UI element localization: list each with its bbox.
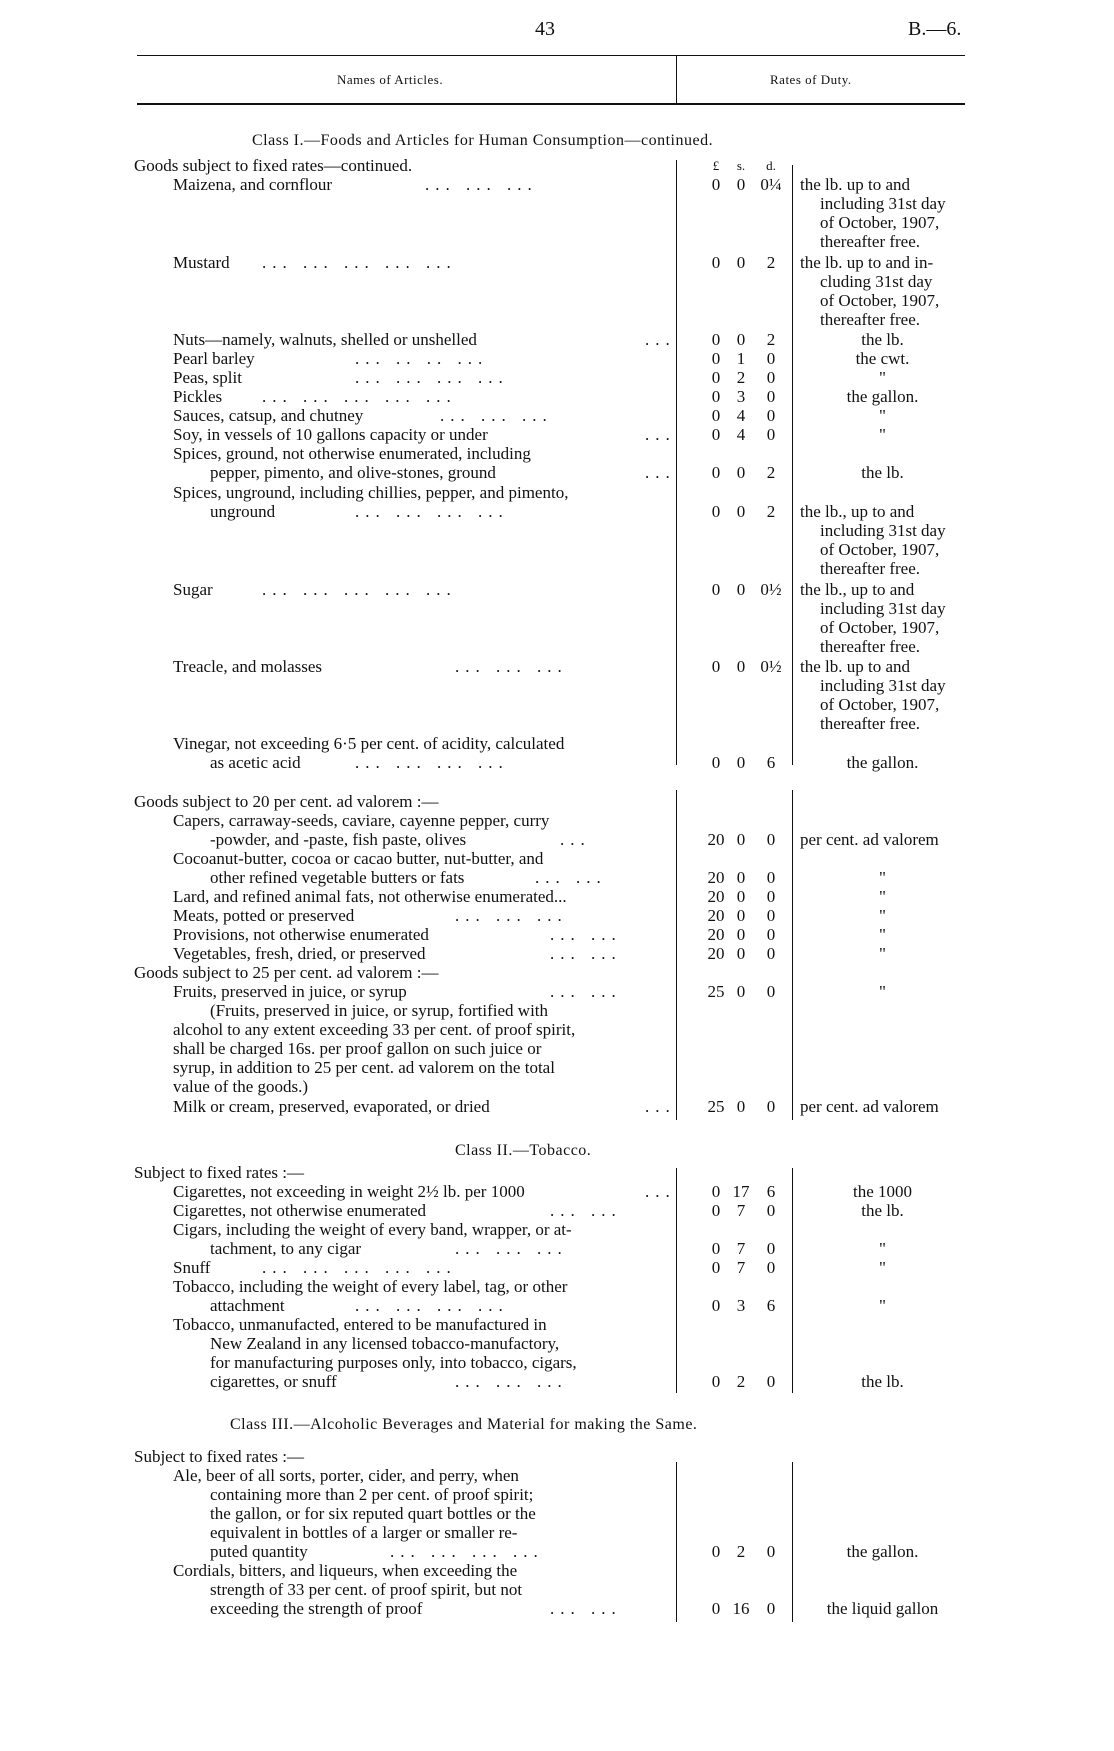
- duty-shillings: 1: [736, 349, 746, 368]
- duty-shillings: 0: [736, 830, 746, 849]
- rate-text: of October, 1907,: [820, 695, 940, 714]
- duty-pence: 0: [766, 349, 776, 368]
- rate-text: the lb. up to and: [800, 175, 911, 194]
- duty-pounds: 0: [711, 253, 721, 272]
- article-name: Milk or cream, preserved, evaporated, or dried: [173, 1097, 490, 1116]
- duty-pence: 0: [766, 1372, 776, 1391]
- duty-shillings: 0: [736, 502, 746, 521]
- article-name-cont: unground: [210, 502, 276, 521]
- article-name: Capers, carraway-seeds, caviare, cayenne pepper, curry: [173, 811, 550, 830]
- duty-pounds: 0: [711, 1599, 721, 1618]
- header-divider: [676, 56, 677, 103]
- article-name: Soy, in vessels of 10 gallons capacity or under: [173, 425, 488, 444]
- table-row: [0, 483, 1114, 502]
- page-number: 43: [535, 18, 555, 40]
- duty-pence: 0: [766, 830, 776, 849]
- rate-text: the lb.: [861, 330, 904, 349]
- article-name: Meats, potted or preserved: [173, 906, 355, 925]
- rate-text: cluding 31st day: [820, 272, 933, 291]
- duty-shillings: 0: [736, 463, 746, 482]
- rate-continuation: [0, 676, 1114, 695]
- duty-pence: 0: [766, 1239, 776, 1258]
- duty-pounds: 0: [711, 175, 721, 194]
- duty-shillings: 4: [736, 425, 746, 444]
- table-row: Cigarettes, not exceeding in weight 2½ lb. per 1000 ... 0 17 6 the 1000: [0, 1182, 1114, 1201]
- article-name: Tobacco, including the weight of every label, tag, or other: [173, 1277, 568, 1296]
- rate-text: the lb.: [861, 1201, 904, 1220]
- ditto-mark: ": [879, 1258, 886, 1277]
- table-row: [0, 849, 1114, 868]
- table-row: cigarettes, or snuff ... ... ... 0 2 0 the lb.: [0, 1372, 1114, 1391]
- article-name-cont: exceeding the strength of proof: [210, 1599, 423, 1618]
- table-row: Treacle, and molasses ... ... ... 0 0 0½ the lb. up to and: [173, 657, 911, 676]
- article-name-cont: as acetic acid: [210, 753, 301, 772]
- duty-shillings: 0: [736, 175, 746, 194]
- rate-text: of October, 1907,: [820, 291, 940, 310]
- duty-shillings: 3: [736, 1296, 746, 1315]
- note-line: [0, 1001, 1114, 1020]
- rate-text: the gallon.: [846, 387, 919, 406]
- rate-continuation: [0, 213, 1114, 232]
- duty-pence: 0: [766, 982, 776, 1001]
- table-row: [0, 887, 1114, 906]
- duty-pounds: 0: [711, 1372, 721, 1391]
- duty-pence: 2: [766, 330, 776, 349]
- duty-pence: 2: [766, 253, 776, 272]
- article-name: Fruits, preserved in juice, or syrup: [173, 982, 407, 1001]
- article-name: Peas, split: [173, 368, 242, 387]
- duty-shillings: 3: [736, 387, 746, 406]
- duty-pounds: 0: [711, 330, 721, 349]
- table-row: [0, 1315, 1114, 1334]
- table-row: [0, 811, 1114, 830]
- article-name-cont: -powder, and -paste, fish paste, olives: [210, 830, 467, 849]
- article-name: Tobacco, unmanufacted, entered to be manufactured in: [173, 1315, 547, 1334]
- table-row: Provisions, not otherwise enumerated ... ... 20 0 0 ": [0, 925, 1114, 944]
- duty-shillings: 0: [736, 887, 746, 906]
- table-row: Pickles ... ... ... ... ... 0 3 0 the gallon.: [0, 387, 1114, 406]
- rate-continuation: [0, 194, 1114, 213]
- rate-text: including 31st day: [820, 599, 946, 618]
- rate-text: thereafter free.: [820, 714, 921, 733]
- duty-pounds: 0: [711, 406, 721, 425]
- table-row: Meats, potted or preserved ... ... ... 20 0 0 ": [0, 906, 1114, 925]
- group-fixed-rates-tobacco: [0, 1163, 1114, 1182]
- ditto-mark: ": [879, 868, 886, 887]
- article-name-cont: cigarettes, or snuff: [210, 1372, 337, 1391]
- table-row: Cigarettes, not otherwise enumerated ... ... 0 7 0 the lb.: [0, 1201, 1114, 1220]
- duty-shillings: 0: [736, 657, 746, 676]
- duty-pounds: 20: [707, 868, 725, 887]
- duty-pounds: 20: [707, 944, 725, 963]
- rate-continuation: [0, 599, 1114, 618]
- duty-pounds: 0: [711, 580, 721, 599]
- rate-text: the lb. up to and in-: [800, 253, 934, 272]
- duty-pence: 0: [766, 925, 776, 944]
- duty-pence: 6: [766, 753, 776, 772]
- article-name: Spices, unground, including chillies, pepper, and pimento,: [173, 483, 569, 502]
- group-fixed-rates: Goods subject to fixed rates—continued.: [134, 156, 413, 175]
- article-name-cont: strength of 33 per cent. of proof spirit, but not: [210, 1580, 523, 1599]
- group-heading: Goods subject to 20 per cent. ad valorem :—: [134, 792, 439, 811]
- article-name-cont: equivalent in bottles of a larger or smaller re-: [210, 1523, 518, 1542]
- duty-pounds: 0: [711, 387, 721, 406]
- rate-text: thereafter free.: [820, 637, 921, 656]
- duty-pounds: 20: [707, 830, 725, 849]
- rate-text: thereafter free.: [820, 232, 921, 251]
- article-name-cont: New Zealand in any licensed tobacco-manufactory,: [210, 1334, 560, 1353]
- duty-pounds: 0: [711, 349, 721, 368]
- article-name: Cordials, bitters, and liqueurs, when exceeding the: [173, 1561, 518, 1580]
- duty-pence: 6: [766, 1296, 776, 1315]
- table-row: Snuff ... ... ... ... ... 0 7 0 ": [0, 1258, 1114, 1277]
- duty-shillings: 0: [736, 753, 746, 772]
- table-row: attachment ... ... ... ... 0 3 6 ": [0, 1296, 1114, 1315]
- duty-shillings: 4: [736, 406, 746, 425]
- duty-pence: 2: [766, 463, 776, 482]
- group-25-percent: [0, 963, 1114, 982]
- article-name-line: [0, 1353, 1114, 1372]
- article-name: Nuts—namely, walnuts, shelled or unshelled: [173, 330, 477, 349]
- rate-continuation: [0, 637, 1114, 656]
- column-header-names: Names of Articles.: [337, 72, 444, 87]
- duty-pence: 0: [766, 944, 776, 963]
- article-name: Mustard: [173, 253, 230, 272]
- duty-pounds: 0: [711, 368, 721, 387]
- ditto-mark: ": [879, 944, 886, 963]
- note-text: shall be charged 16s. per proof gallon on such juice or: [173, 1039, 542, 1058]
- article-name-cont: pepper, pimento, and olive-stones, ground: [210, 463, 496, 482]
- group-fixed-rates-row: [0, 156, 1114, 175]
- duty-pence: 0: [766, 1201, 776, 1220]
- note-line: [0, 1077, 1114, 1096]
- table-row: [0, 444, 1114, 463]
- duty-shillings: 0: [736, 868, 746, 887]
- table-row: [0, 1220, 1114, 1239]
- duty-pounds: 0: [711, 1258, 721, 1277]
- duty-shillings: 7: [736, 1258, 746, 1277]
- class-1-title: Class I.—Foods and Articles for Human Consumption—continued.: [252, 132, 714, 149]
- duty-shillings: 0: [736, 330, 746, 349]
- rate-text: including 31st day: [820, 521, 946, 540]
- ditto-mark: ": [879, 887, 886, 906]
- header-rule-bottom: [137, 103, 965, 105]
- article-name-line: [0, 1504, 1114, 1523]
- rate-continuation: [0, 618, 1114, 637]
- header-rule-top: [137, 55, 965, 56]
- rate-text: including 31st day: [820, 194, 946, 213]
- table-row: Maizena, and cornflour ... ... ... 0 0 0¼ the lb. up to and: [173, 175, 911, 194]
- duty-pounds: 0: [711, 463, 721, 482]
- article-name-line: [0, 1580, 1114, 1599]
- duty-shillings: 2: [736, 1372, 746, 1391]
- article-name: Cigars, including the weight of every band, wrapper, or at-: [173, 1220, 572, 1239]
- ditto-mark: ": [879, 1296, 886, 1315]
- table-row: Pearl barley ... .. .. ... 0 1 0 the cwt.: [0, 349, 1114, 368]
- ditto-mark: ": [879, 425, 886, 444]
- table-row: Milk or cream, preserved, evaporated, or dried ... 25 0 0 per cent. ad valorem: [173, 1097, 939, 1116]
- duty-shillings: 17: [732, 1182, 750, 1201]
- table-row: Sugar ... ... ... ... ... 0 0 0½ the lb., up to and: [173, 580, 915, 599]
- table-row: Mustard ... ... ... ... ... 0 0 2 the lb. up to and in-: [173, 253, 934, 272]
- ditto-mark: ": [879, 925, 886, 944]
- table-row: -powder, and -paste, fish paste, olives ... 20 0 0 per cent. ad valorem: [210, 830, 939, 849]
- duty-shillings: 0: [736, 982, 746, 1001]
- note-text: (Fruits, preserved in juice, or syrup, fortified with: [210, 1001, 549, 1020]
- table-row: [0, 1466, 1114, 1485]
- duty-shillings: 2: [736, 1542, 746, 1561]
- ditto-mark: ": [879, 368, 886, 387]
- rate-continuation: [0, 291, 1114, 310]
- article-name-line: [0, 1485, 1114, 1504]
- rate-text: of October, 1907,: [820, 213, 940, 232]
- duty-shillings: 0: [736, 925, 746, 944]
- pounds-header: £: [712, 158, 720, 173]
- document-reference: B.—6.: [908, 18, 962, 40]
- note-line: [0, 1058, 1114, 1077]
- article-name-cont: puted quantity: [210, 1542, 308, 1561]
- table-row: exceeding the strength of proof ... ... 0 16 0 the liquid gallon: [0, 1599, 1114, 1618]
- duty-shillings: 0: [736, 906, 746, 925]
- duty-pounds: 20: [707, 925, 725, 944]
- rate-text: the 1000: [852, 1182, 913, 1201]
- article-name-cont: the gallon, or for six reputed quart bottles or the: [210, 1504, 536, 1523]
- article-name: Cocoanut-butter, cocoa or cacao butter, nut-butter, and: [173, 849, 544, 868]
- ditto-mark: ": [879, 982, 886, 1001]
- note-text: value of the goods.): [173, 1077, 309, 1096]
- rate-continuation: [0, 559, 1114, 578]
- ditto-mark: ": [879, 406, 886, 425]
- rate-continuation: [0, 272, 1114, 291]
- duty-pence: 2: [766, 502, 776, 521]
- article-name: Cigarettes, not exceeding in weight 2½ lb. per 1000: [173, 1182, 525, 1201]
- rate-text: the gallon.: [846, 1542, 919, 1561]
- table-row: Nuts—namely, walnuts, shelled or unshelled ... 0 0 2 the lb.: [0, 330, 1114, 349]
- rate-text: the gallon.: [846, 753, 919, 772]
- rate-text: the cwt.: [855, 349, 910, 368]
- duty-shillings: 2: [736, 368, 746, 387]
- duty-pounds: 0: [711, 1542, 721, 1561]
- rate-continuation: [0, 232, 1114, 251]
- column-header-rates: Rates of Duty.: [770, 72, 852, 87]
- rate-text: of October, 1907,: [820, 540, 940, 559]
- duty-pence: 0: [766, 1258, 776, 1277]
- article-name: Cigarettes, not otherwise enumerated: [173, 1201, 427, 1220]
- article-name: Vinegar, not exceeding 6·5 per cent. of acidity, calculated: [173, 734, 565, 753]
- article-name-cont: tachment, to any cigar: [210, 1239, 362, 1258]
- table-row: unground ... ... ... ... 0 0 2 the lb., up to and: [210, 502, 915, 521]
- article-name-cont: containing more than 2 per cent. of proof spirit;: [210, 1485, 534, 1504]
- group-20-percent: [0, 792, 1114, 811]
- duty-pounds: 20: [707, 906, 725, 925]
- article-name-line: [0, 1523, 1114, 1542]
- duty-pence: 0: [766, 368, 776, 387]
- table-row: Sauces, catsup, and chutney ... ... ... 0 4 0 ": [0, 406, 1114, 425]
- table-row: Fruits, preserved in juice, or syrup ... ... 25 0 0 ": [0, 982, 1114, 1001]
- table-row: [0, 734, 1114, 753]
- duty-shillings: 7: [736, 1201, 746, 1220]
- group-heading: Subject to fixed rates :—: [134, 1163, 304, 1182]
- duty-pence: 0¼: [760, 175, 782, 194]
- duty-pence: 0½: [760, 580, 782, 599]
- rate-text: the lb., up to and: [800, 580, 915, 599]
- rate-continuation: [0, 695, 1114, 714]
- duty-pounds: 0: [711, 753, 721, 772]
- rate-text: thereafter free.: [820, 559, 921, 578]
- article-name: Spices, ground, not otherwise enumerated, including: [173, 444, 531, 463]
- table-row: Vegetables, fresh, dried, or preserved ... ... 20 0 0 ": [0, 944, 1114, 963]
- duty-pence: 0: [766, 387, 776, 406]
- note-line: [0, 1039, 1114, 1058]
- duty-pounds: 0: [711, 502, 721, 521]
- table-row: puted quantity ... ... ... ... 0 2 0 the gallon.: [0, 1542, 1114, 1561]
- article-name-line: [0, 1334, 1114, 1353]
- table-row: pepper, pimento, and olive-stones, ground ... 0 0 2 the lb.: [0, 463, 1114, 482]
- duty-pounds: 0: [711, 657, 721, 676]
- table-row: [0, 1277, 1114, 1296]
- duty-shillings: 0: [736, 253, 746, 272]
- rate-text: the lb. up to and: [800, 657, 911, 676]
- rate-continuation: [0, 521, 1114, 540]
- rate-text: the lb.: [861, 463, 904, 482]
- article-name: Pickles: [173, 387, 223, 406]
- duty-pounds: 25: [707, 1097, 725, 1116]
- duty-shillings: 7: [736, 1239, 746, 1258]
- table-row: Soy, in vessels of 10 gallons capacity or under ... 0 4 0 ": [0, 425, 1114, 444]
- table-row: other refined vegetable butters or fats ... ... 20 0 0 ": [0, 868, 1114, 887]
- duty-pence: 6: [766, 1182, 776, 1201]
- rate-text: the liquid gallon: [826, 1599, 939, 1618]
- duty-pounds: 25: [707, 982, 725, 1001]
- duty-pounds: 0: [711, 1239, 721, 1258]
- duty-pence: 0½: [760, 657, 782, 676]
- article-name: Snuff: [173, 1258, 211, 1277]
- duty-pence: 0: [766, 1097, 776, 1116]
- group-fixed-rates-alcohol: [0, 1447, 1114, 1466]
- table-row: tachment, to any cigar ... ... ... 0 7 0 ": [0, 1239, 1114, 1258]
- note-text: alcohol to any extent exceeding 33 per cent. of proof spirit,: [173, 1020, 576, 1039]
- pence-header: d.: [766, 158, 776, 173]
- ditto-mark: ": [879, 1239, 886, 1258]
- rate-text: the lb., up to and: [800, 502, 915, 521]
- duty-pence: 0: [766, 906, 776, 925]
- article-name-cont: attachment: [210, 1296, 285, 1315]
- duty-pence: 0: [766, 1599, 776, 1618]
- duty-pounds: 0: [711, 1182, 721, 1201]
- duty-pence: 0: [766, 887, 776, 906]
- duty-pounds: 0: [711, 1201, 721, 1220]
- duty-pence: 0: [766, 868, 776, 887]
- rate-text: including 31st day: [820, 676, 946, 695]
- group-heading: Goods subject to 25 per cent. ad valorem :—: [134, 963, 439, 982]
- article-name: Sugar: [173, 580, 213, 599]
- rate-text: thereafter free.: [820, 310, 921, 329]
- article-name-cont: other refined vegetable butters or fats: [210, 868, 465, 887]
- duty-shillings: 0: [736, 1097, 746, 1116]
- group-heading: Subject to fixed rates :—: [134, 1447, 304, 1466]
- duty-pounds: 0: [711, 1296, 721, 1315]
- article-name: Ale, beer of all sorts, porter, cider, and perry, when: [173, 1466, 519, 1485]
- article-name: Pearl barley: [173, 349, 255, 368]
- table-row: Peas, split ... ... ... ... 0 2 0 ": [0, 368, 1114, 387]
- article-name: Provisions, not otherwise enumerated: [173, 925, 429, 944]
- shillings-header: s.: [736, 158, 746, 173]
- rate-continuation: [0, 540, 1114, 559]
- article-name: Vegetables, fresh, dried, or preserved: [173, 944, 426, 963]
- duty-shillings: 0: [736, 580, 746, 599]
- article-name: Lard, and refined animal fats, not otherwise enumerated...: [173, 887, 567, 906]
- rate-continuation: [0, 310, 1114, 329]
- duty-pence: 0: [766, 406, 776, 425]
- article-name: Treacle, and molasses: [173, 657, 323, 676]
- table-row: [0, 1561, 1114, 1580]
- note-text: syrup, in addition to 25 per cent. ad valorem on the total: [173, 1058, 555, 1077]
- article-name: Maizena, and cornflour: [173, 175, 333, 194]
- note-line: [0, 1020, 1114, 1039]
- ditto-mark: ": [879, 906, 886, 925]
- rate-text: per cent. ad valorem: [800, 830, 939, 849]
- table-row: as acetic acid ... ... ... ... 0 0 6 the gallon.: [0, 753, 1114, 772]
- class-3-title: Class III.—Alcoholic Beverages and Material for making the Same.: [230, 1416, 698, 1433]
- duty-pounds: 0: [711, 425, 721, 444]
- article-name-cont: for manufacturing purposes only, into tobacco, cigars,: [210, 1353, 577, 1372]
- duty-pence: 0: [766, 425, 776, 444]
- rate-text: of October, 1907,: [820, 618, 940, 637]
- article-name: Sauces, catsup, and chutney: [173, 406, 364, 425]
- duty-shillings: 16: [732, 1599, 750, 1618]
- rate-text: per cent. ad valorem: [800, 1097, 939, 1116]
- rate-continuation: [0, 714, 1114, 733]
- rate-text: the lb.: [861, 1372, 904, 1391]
- duty-shillings: 0: [736, 944, 746, 963]
- class-2-title: Class II.—Tobacco.: [455, 1142, 592, 1159]
- duty-pence: 0: [766, 1542, 776, 1561]
- duty-pounds: 20: [707, 887, 725, 906]
